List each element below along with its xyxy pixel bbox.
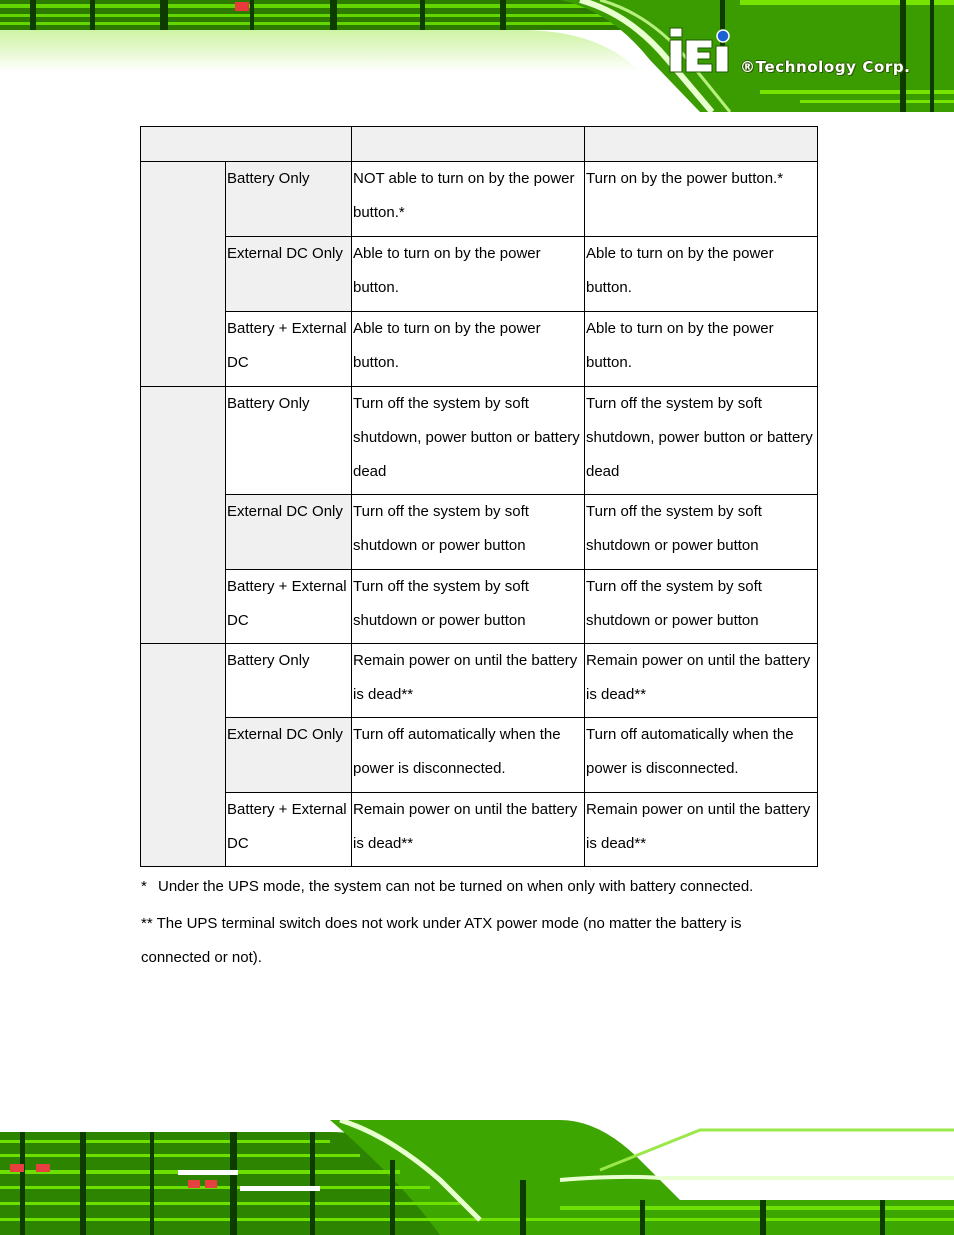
- power-source-cell: External DC Only: [226, 237, 352, 312]
- behavior-cell: Remain power on until the battery is dead**: [585, 793, 818, 867]
- behavior-cell: Turn off automatically when the power is disconnected.: [585, 718, 818, 793]
- table-row: [141, 162, 818, 237]
- footnote-1-text: Under the UPS mode, the system can not be turned on when only with battery connected.: [158, 878, 754, 895]
- behavior-cell: Turn off the system by soft shutdown or power button: [585, 570, 818, 644]
- page-footer-banner: [0, 1120, 954, 1235]
- behavior-cell: Turn off automatically when the power is disconnected.: [352, 718, 585, 793]
- power-source-cell: Battery Only: [226, 162, 352, 237]
- footnote-marker: *: [141, 878, 147, 895]
- power-source-cell: External DC Only: [226, 495, 352, 570]
- page-header-banner: [0, 0, 954, 112]
- header-cell-2: [352, 127, 585, 162]
- table-row: [141, 570, 818, 644]
- power-source-cell: External DC Only: [226, 718, 352, 793]
- table-row: [141, 793, 818, 867]
- footnote-2: ** The UPS terminal switch does not work under ATX power mode (no matter the battery is connected or not).: [141, 915, 742, 966]
- behavior-cell: NOT able to turn on by the power button.*: [352, 162, 585, 237]
- behavior-cell: Turn off the system by soft shutdown, power button or battery dead: [585, 387, 818, 495]
- table-row: [141, 495, 818, 570]
- table-header-row: [141, 127, 818, 162]
- behavior-cell: Able to turn on by the power button.: [585, 237, 818, 312]
- behavior-cell: Turn off the system by soft shutdown, power button or battery dead: [352, 387, 585, 495]
- behavior-cell: Able to turn on by the power button.: [585, 312, 818, 387]
- company-name: ®Technology Corp.: [740, 58, 911, 76]
- group-cell-1: [141, 162, 226, 387]
- header-cell-1: [141, 127, 352, 162]
- table-row: [141, 644, 818, 718]
- table-row: [141, 312, 818, 387]
- iei-logo-icon: [668, 26, 738, 76]
- group-cell-2: [141, 387, 226, 644]
- behavior-cell: Turn on by the power button.*: [585, 162, 818, 237]
- behavior-cell: Turn off the system by soft shutdown or power button: [352, 495, 585, 570]
- table-row: [141, 718, 818, 793]
- behavior-cell: Remain power on until the battery is dead**: [585, 644, 818, 718]
- pcb-footer-graphic: [0, 1120, 954, 1235]
- behavior-cell: Able to turn on by the power button.: [352, 312, 585, 387]
- power-source-cell: Battery + External DC: [226, 312, 352, 387]
- footnote-1: [141, 870, 753, 904]
- behavior-cell: Turn off the system by soft shutdown or power button: [585, 495, 818, 570]
- power-source-cell: Battery + External DC: [226, 570, 352, 644]
- behavior-cell: Turn off the system by soft shutdown or power button: [352, 570, 585, 644]
- ups-power-behavior-table: [140, 126, 818, 867]
- behavior-cell: Able to turn on by the power button.: [352, 237, 585, 312]
- company-logo: [668, 26, 950, 82]
- table-row: [141, 237, 818, 312]
- power-source-cell: Battery Only: [226, 644, 352, 718]
- group-cell-3: [141, 644, 226, 867]
- power-source-cell: Battery Only: [226, 387, 352, 495]
- header-cell-3: [585, 127, 818, 162]
- behavior-cell: Remain power on until the battery is dead**: [352, 644, 585, 718]
- table-row: [141, 387, 818, 495]
- power-source-cell: Battery + External DC: [226, 793, 352, 867]
- behavior-cell: Remain power on until the battery is dead**: [352, 793, 585, 867]
